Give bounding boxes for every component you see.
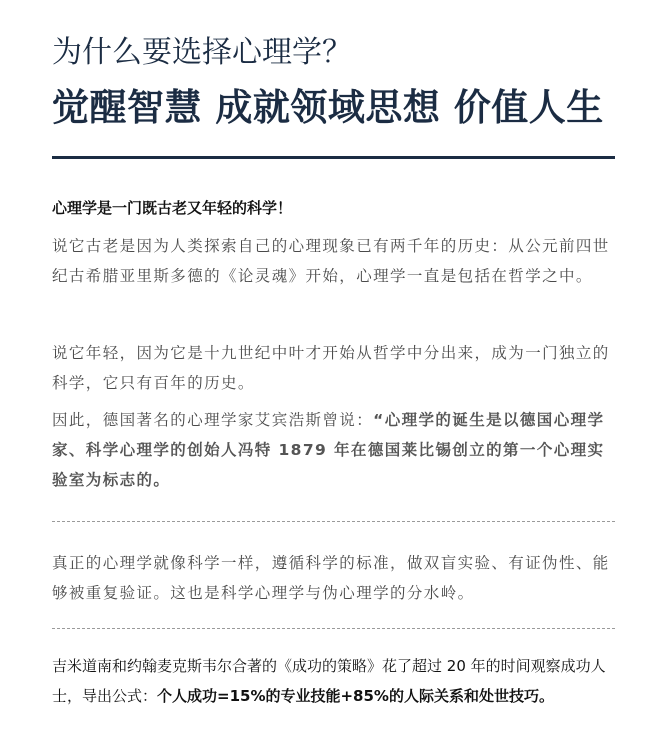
section-title: 心理学是一门既古老又年轻的科学！ (52, 199, 293, 217)
quote-text: “心理学的诞生是以德国心理学家、科学心理学的创始人冯特 1879 年在德国莱比锡创立的第一个心理实验室为标志的。 (52, 411, 605, 489)
paragraph-real-psychology: 真正的心理学就像科学一样，遵循科学的标准，做双盲实验、有证伪性、能够被重复验证。这也是科学心理学与伪心理学的分水岭。 (52, 554, 610, 602)
page-subtitle: 觉醒智慧 成就领域思想 价值人生 (52, 86, 604, 129)
page-title: 为什么要选择心理学？ (52, 35, 352, 70)
paragraph-young: 说它年轻，因为它是十九世纪中叶才开始从哲学中分出来，成为一门独立的科学，它只有百年的历史。 (52, 344, 610, 392)
dashed-divider (52, 628, 615, 629)
dashed-divider (52, 521, 615, 522)
header-divider (52, 156, 615, 159)
quote-intro: 因此，德国著名的心理学家艾宾浩斯曾说： (52, 411, 374, 429)
paragraph-ancient: 说它古老是因为人类探索自己的心理现象已有两千年的历史：从公元前四世纪古希腊亚里斯多德的《论灵魂》开始，心理学一直是包括在哲学之中。 (52, 237, 610, 285)
paragraph-quote (52, 405, 615, 495)
paragraph-success-formula (52, 651, 615, 711)
formula-text: 个人成功=15%的专业技能+85%的人际关系和处世技巧。 (157, 687, 554, 705)
formula-intro: 吉米道南和约翰麦克斯韦尔合著的《成功的策略》花了超过 20 年的时间观察成功人士，导出公式： (52, 657, 606, 705)
